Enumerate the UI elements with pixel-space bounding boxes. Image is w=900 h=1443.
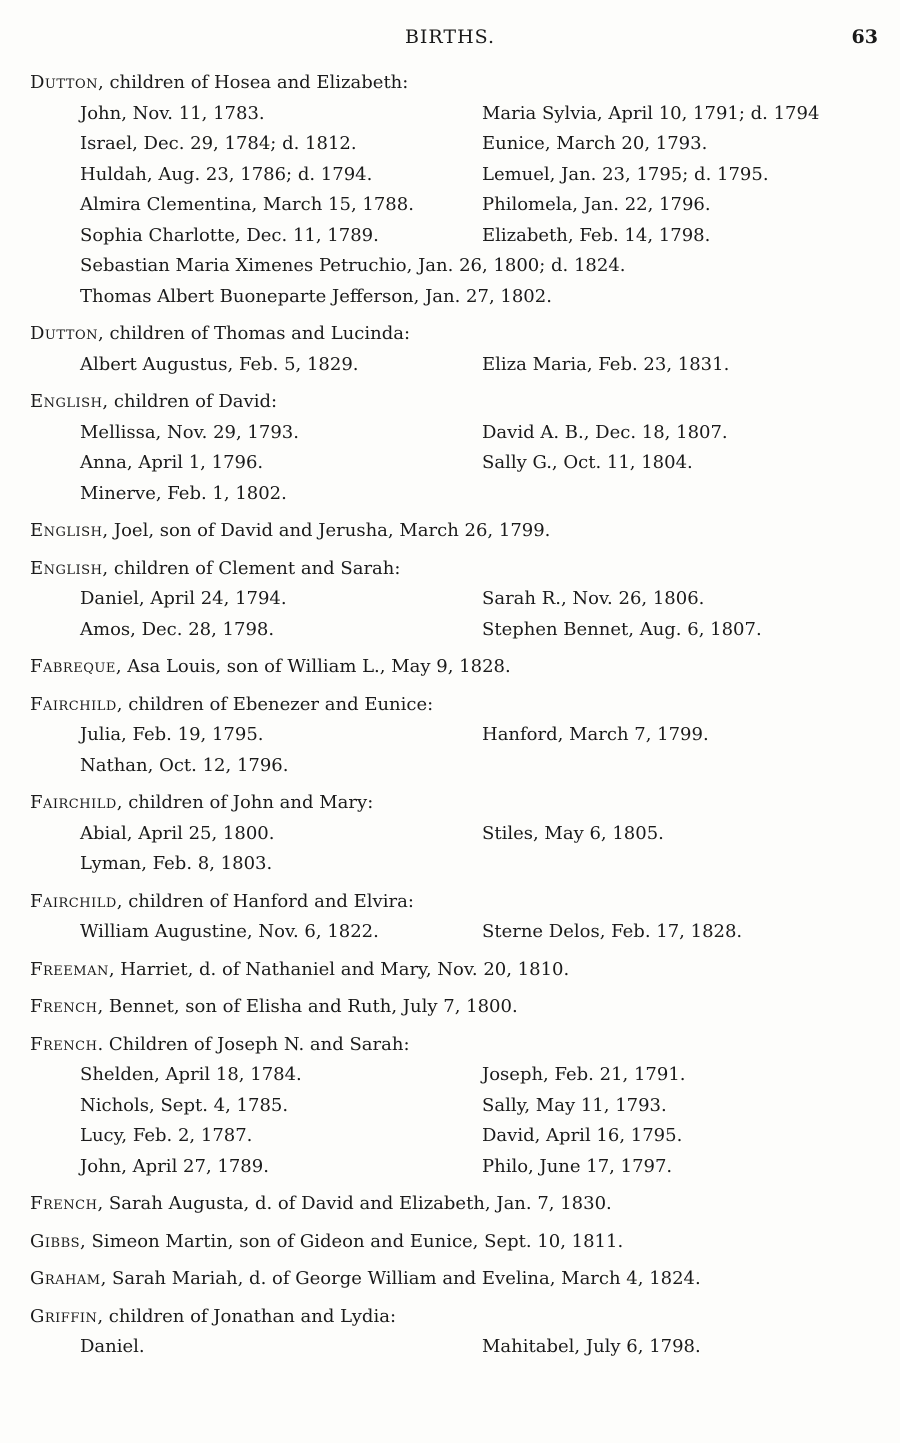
child-entry-right: Sally, May 11, 1793. xyxy=(482,1094,667,1116)
record-entry xyxy=(30,887,890,948)
child-row xyxy=(30,917,890,948)
record-text: , Joel, son of David and Jerusha, March 26, 1799. xyxy=(102,520,551,541)
record-heading xyxy=(30,887,890,918)
record-text: , Sarah Mariah, d. of George William and Evelina, March 4, 1824. xyxy=(100,1268,701,1289)
child-row xyxy=(30,418,890,449)
record-entry xyxy=(30,1302,890,1363)
record-text: , children of David: xyxy=(102,391,278,412)
page-number: 63 xyxy=(851,26,878,48)
child-entry-right: Eunice, March 20, 1793. xyxy=(482,133,708,154)
record-entry xyxy=(30,554,890,646)
child-row xyxy=(30,1332,890,1363)
surname: French xyxy=(30,1033,98,1055)
child-entry-right: Hanford, March 7, 1799. xyxy=(482,724,709,745)
child-row xyxy=(30,1091,890,1122)
child-entry-left: William Augustine, Nov. 6, 1822. xyxy=(80,921,379,942)
record-heading xyxy=(30,1189,890,1220)
record-entry xyxy=(30,1189,890,1220)
record-entry xyxy=(30,68,890,312)
child-entry-left: Shelden, April 18, 1784. xyxy=(80,1064,302,1085)
child-entry-right: Sterne Delos, Feb. 17, 1828. xyxy=(482,921,743,942)
surname: Fabreque xyxy=(30,656,116,677)
record-heading xyxy=(30,68,890,99)
child-entry: Nathan, Oct. 12, 1796. xyxy=(80,754,289,776)
page-header xyxy=(0,26,900,56)
child-entry: Minerve, Feb. 1, 1802. xyxy=(80,482,287,504)
child-entry-right: Eliza Maria, Feb. 23, 1831. xyxy=(482,353,730,375)
child-line xyxy=(30,251,890,282)
child-entry-left: Huldah, Aug. 23, 1786; d. 1794. xyxy=(80,163,373,185)
child-entry-left: John, Nov. 11, 1783. xyxy=(80,102,265,124)
birth-records xyxy=(30,68,890,1370)
child-entry-left: Almira Clementina, March 15, 1788. xyxy=(80,194,414,215)
child-entry-right: Joseph, Feb. 21, 1791. xyxy=(482,1064,686,1085)
record-text: , children of Hosea and Elizabeth: xyxy=(98,72,409,93)
child-line xyxy=(30,751,890,782)
record-text: . Children of Joseph N. and Sarah: xyxy=(97,1033,410,1055)
record-text: , children of Jonathan and Lydia: xyxy=(97,1305,397,1327)
surname: English xyxy=(30,557,103,579)
child-row xyxy=(30,221,890,252)
child-entry-left: Daniel. xyxy=(80,1336,145,1357)
surname: Graham xyxy=(30,1268,101,1289)
record-text: , children of John and Mary: xyxy=(116,792,374,813)
child-entry-left: Lucy, Feb. 2, 1787. xyxy=(80,1125,253,1146)
child-row xyxy=(30,1121,890,1152)
child-line xyxy=(30,479,890,510)
child-entry-left: Amos, Dec. 28, 1798. xyxy=(80,618,275,640)
child-row xyxy=(30,129,890,160)
child-row xyxy=(30,190,890,221)
child-line xyxy=(30,849,890,880)
child-line xyxy=(30,282,890,313)
surname: Fairchild xyxy=(30,890,117,912)
surname: French xyxy=(30,1193,98,1214)
child-entry: Lyman, Feb. 8, 1803. xyxy=(80,853,273,874)
child-entry-left: Anna, April 1, 1796. xyxy=(80,452,264,473)
record-entry xyxy=(30,955,890,986)
child-entry-right: Sally G., Oct. 11, 1804. xyxy=(482,452,693,473)
child-entry-right: David A. B., Dec. 18, 1807. xyxy=(482,421,728,443)
record-entry xyxy=(30,788,890,880)
record-entry xyxy=(30,516,890,547)
record-heading xyxy=(30,955,890,986)
child-entry-left: Israel, Dec. 29, 1784; d. 1812. xyxy=(80,133,357,154)
child-entry-right: Mahitabel, July 6, 1798. xyxy=(482,1336,701,1357)
child-row xyxy=(30,350,890,381)
surname: Fairchild xyxy=(30,792,117,813)
surname: Dutton xyxy=(30,323,99,344)
record-entry xyxy=(30,1264,890,1295)
child-entry-right: Lemuel, Jan. 23, 1795; d. 1795. xyxy=(482,163,769,185)
child-row xyxy=(30,720,890,751)
child-row xyxy=(30,1152,890,1183)
child-entry-right: Stephen Bennet, Aug. 6, 1807. xyxy=(482,618,762,640)
record-heading xyxy=(30,1302,890,1333)
child-entry-right: Philo, June 17, 1797. xyxy=(482,1155,673,1177)
child-entry-left: Albert Augustus, Feb. 5, 1829. xyxy=(80,353,359,375)
child-entry-left: John, April 27, 1789. xyxy=(80,1155,269,1177)
record-entry xyxy=(30,319,890,380)
record-heading xyxy=(30,992,890,1023)
child-entry-right: David, April 16, 1795. xyxy=(482,1125,683,1146)
record-text: , children of Ebenezer and Eunice: xyxy=(116,693,434,715)
child-entry-right: Maria Sylvia, April 10, 1791; d. 1794 xyxy=(482,102,820,124)
child-entry-left: Mellissa, Nov. 29, 1793. xyxy=(80,421,299,443)
surname: Gibbs xyxy=(30,1230,81,1252)
child-entry-right: Elizabeth, Feb. 14, 1798. xyxy=(482,224,711,246)
surname: English xyxy=(30,391,103,412)
record-text: , children of Thomas and Lucinda: xyxy=(98,323,411,344)
child-row xyxy=(30,1060,890,1091)
child-row xyxy=(30,584,890,615)
child-entry-right: Sarah R., Nov. 26, 1806. xyxy=(482,588,705,609)
record-entry xyxy=(30,1227,890,1258)
record-heading xyxy=(30,1227,890,1258)
child-entry-left: Abial, April 25, 1800. xyxy=(80,822,275,844)
child-entry-left: Sophia Charlotte, Dec. 11, 1789. xyxy=(80,224,379,246)
record-text: , Asa Louis, son of William L., May 9, 1828. xyxy=(115,656,511,677)
child-row xyxy=(30,448,890,479)
record-text: , children of Hanford and Elvira: xyxy=(116,890,414,912)
child-entry: Thomas Albert Buoneparte Jefferson, Jan. 27, 1802. xyxy=(80,285,552,307)
record-heading xyxy=(30,554,890,585)
record-heading xyxy=(30,652,890,683)
child-entry-left: Nichols, Sept. 4, 1785. xyxy=(80,1094,289,1116)
record-entry xyxy=(30,690,890,782)
record-entry xyxy=(30,992,890,1023)
surname: English xyxy=(30,520,103,541)
child-entry-right: Stiles, May 6, 1805. xyxy=(482,822,664,844)
surname: Dutton xyxy=(30,72,99,93)
record-heading xyxy=(30,690,890,721)
record-heading xyxy=(30,516,890,547)
record-entry xyxy=(30,652,890,683)
child-entry-left: Julia, Feb. 19, 1795. xyxy=(80,724,264,745)
surname: French xyxy=(30,996,98,1017)
surname: Freeman xyxy=(30,958,109,980)
record-heading xyxy=(30,1264,890,1295)
record-text: , Bennet, son of Elisha and Ruth, July 7, 1800. xyxy=(97,996,518,1017)
record-heading xyxy=(30,387,890,418)
child-row xyxy=(30,99,890,130)
page-title: BIRTHS. xyxy=(404,26,496,48)
surname: Fairchild xyxy=(30,693,117,715)
record-heading xyxy=(30,788,890,819)
surname: Griffin xyxy=(30,1305,98,1327)
child-entry-right: Philomela, Jan. 22, 1796. xyxy=(482,194,711,215)
record-text: , Sarah Augusta, d. of David and Elizabeth, Jan. 7, 1830. xyxy=(97,1193,612,1214)
child-entry-left: Daniel, April 24, 1794. xyxy=(80,588,287,609)
record-heading xyxy=(30,319,890,350)
child-row xyxy=(30,160,890,191)
child-row xyxy=(30,615,890,646)
record-heading xyxy=(30,1030,890,1061)
record-entry xyxy=(30,1030,890,1183)
record-text: , Harriet, d. of Nathaniel and Mary, Nov. 20, 1810. xyxy=(108,958,570,980)
record-text: , Simeon Martin, son of Gideon and Eunice, Sept. 10, 1811. xyxy=(80,1230,624,1252)
child-row xyxy=(30,819,890,850)
record-entry xyxy=(30,387,890,509)
record-text: , children of Clement and Sarah: xyxy=(102,557,401,579)
child-entry: Sebastian Maria Ximenes Petruchio, Jan. 26, 1800; d. 1824. xyxy=(80,255,626,276)
